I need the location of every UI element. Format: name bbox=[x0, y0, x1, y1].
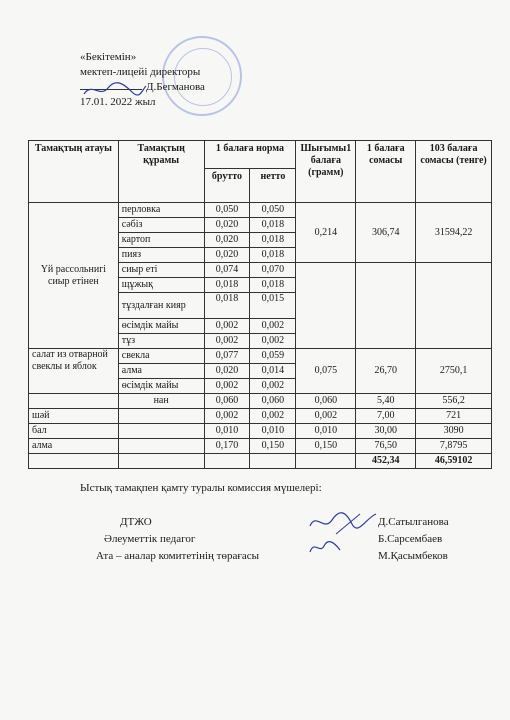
row-output: 0,060 bbox=[296, 394, 356, 409]
header-composition: Тамақтың құрамы bbox=[118, 141, 204, 203]
row-cost-one: 30,00 bbox=[356, 424, 416, 439]
item-netto: 0,070 bbox=[250, 263, 296, 278]
item-brutto: 0,020 bbox=[204, 233, 250, 248]
empty-cell bbox=[118, 454, 204, 469]
empty-cell bbox=[296, 263, 356, 349]
row-cost-one: 5,40 bbox=[356, 394, 416, 409]
item-name: тұз bbox=[118, 334, 204, 349]
header-norm: 1 балаға норма bbox=[204, 141, 296, 169]
member-role: Әлеуметтік педагог bbox=[104, 533, 196, 545]
row-cost-one: 76,50 bbox=[356, 439, 416, 454]
total-cost-total: 46,59102 bbox=[416, 454, 492, 469]
item-brutto: 0,020 bbox=[204, 218, 250, 233]
empty-cell bbox=[296, 454, 356, 469]
item-brutto: 0,050 bbox=[204, 203, 250, 218]
item-netto: 0,002 bbox=[250, 379, 296, 394]
table-row bbox=[29, 349, 492, 364]
row-cost-total: 721 bbox=[416, 409, 492, 424]
row-dish: бал bbox=[29, 424, 119, 439]
row-dish bbox=[29, 394, 119, 409]
total-row bbox=[29, 454, 492, 469]
total-cost-one: 452,34 bbox=[356, 454, 416, 469]
header-row bbox=[29, 141, 492, 169]
row-netto: 0,010 bbox=[250, 424, 296, 439]
item-brutto: 0,018 bbox=[204, 293, 250, 319]
approval-date: 17.01. 2022 жыл bbox=[80, 96, 156, 108]
item-netto: 0,015 bbox=[250, 293, 296, 319]
row-item bbox=[118, 409, 204, 424]
row-cost-total: 556,2 bbox=[416, 394, 492, 409]
row-dish: шәй bbox=[29, 409, 119, 424]
dish1-output: 0,214 bbox=[296, 203, 356, 263]
member-name: Д.Сатылганова bbox=[378, 516, 449, 528]
director-signature bbox=[80, 78, 150, 102]
row-cost-total: 7,8795 bbox=[416, 439, 492, 454]
item-netto: 0,018 bbox=[250, 218, 296, 233]
item-netto: 0,014 bbox=[250, 364, 296, 379]
dish1-cost-total: 31594,22 bbox=[416, 203, 492, 263]
header-dish-name: Тамақтың атауы bbox=[29, 141, 119, 203]
member-name: Б.Сарсембаев bbox=[378, 533, 443, 545]
empty-cell bbox=[29, 454, 119, 469]
dish2-output: 0,075 bbox=[296, 349, 356, 394]
member-role: ДТЖО bbox=[120, 516, 152, 528]
empty-cell bbox=[416, 263, 492, 349]
approval-title: «Бекітемін» bbox=[80, 51, 137, 63]
row-dish: алма bbox=[29, 439, 119, 454]
header-cost-one: 1 балаға сомасы bbox=[356, 141, 416, 203]
item-brutto: 0,002 bbox=[204, 334, 250, 349]
row-brutto: 0,060 bbox=[204, 394, 250, 409]
row-netto: 0,002 bbox=[250, 409, 296, 424]
table-row bbox=[29, 424, 492, 439]
member-name: М.Қасымбеков bbox=[378, 550, 448, 562]
commission-title: Ыстық тамақпен қамту туралы комиссия мүшелері: bbox=[80, 482, 322, 494]
empty-cell bbox=[204, 454, 250, 469]
item-name: перловка bbox=[118, 203, 204, 218]
item-brutto: 0,077 bbox=[204, 349, 250, 364]
item-name: өсімдік майы bbox=[118, 379, 204, 394]
item-brutto: 0,018 bbox=[204, 278, 250, 293]
header-brutto: брутто bbox=[204, 169, 250, 203]
row-output: 0,010 bbox=[296, 424, 356, 439]
dish2-cost-one: 26,70 bbox=[356, 349, 416, 394]
row-brutto: 0,002 bbox=[204, 409, 250, 424]
row-netto: 0,060 bbox=[250, 394, 296, 409]
header-cost-total: 103 балаға сомасы (тенге) bbox=[416, 141, 492, 203]
commission-signature bbox=[306, 508, 382, 538]
member-role: Ата – аналар комитетінің төрағасы bbox=[96, 550, 260, 562]
row-output: 0,002 bbox=[296, 409, 356, 424]
item-brutto: 0,020 bbox=[204, 248, 250, 263]
row-item bbox=[118, 424, 204, 439]
table-row bbox=[29, 409, 492, 424]
item-name: щұжық bbox=[118, 278, 204, 293]
row-netto: 0,150 bbox=[250, 439, 296, 454]
dish1-cost-one: 306,74 bbox=[356, 203, 416, 263]
commission-signature bbox=[306, 536, 346, 558]
row-item bbox=[118, 439, 204, 454]
row-brutto: 0,170 bbox=[204, 439, 250, 454]
empty-cell bbox=[250, 454, 296, 469]
row-item: нан bbox=[118, 394, 204, 409]
item-name: картоп bbox=[118, 233, 204, 248]
row-brutto: 0,010 bbox=[204, 424, 250, 439]
item-brutto: 0,074 bbox=[204, 263, 250, 278]
row-cost-one: 7,00 bbox=[356, 409, 416, 424]
item-brutto: 0,002 bbox=[204, 319, 250, 334]
item-netto: 0,018 bbox=[250, 248, 296, 263]
item-name: сәбіз bbox=[118, 218, 204, 233]
item-netto: 0,018 bbox=[250, 233, 296, 248]
item-name: өсімдік майы bbox=[118, 319, 204, 334]
item-name: алма bbox=[118, 364, 204, 379]
director-name: Д.Бегманова bbox=[146, 81, 205, 93]
row-cost-total: 3090 bbox=[416, 424, 492, 439]
item-netto: 0,050 bbox=[250, 203, 296, 218]
item-name: свекла bbox=[118, 349, 204, 364]
dish2-cost-total: 2750,1 bbox=[416, 349, 492, 394]
item-brutto: 0,002 bbox=[204, 379, 250, 394]
approval-position: мектеп-лицейі директоры bbox=[80, 66, 201, 78]
item-netto: 0,002 bbox=[250, 334, 296, 349]
row-output: 0,150 bbox=[296, 439, 356, 454]
dish1-name: Үй рассольнигі сиыр етінен bbox=[29, 203, 119, 349]
header-netto: нетто bbox=[250, 169, 296, 203]
item-netto: 0,018 bbox=[250, 278, 296, 293]
menu-table bbox=[28, 140, 492, 469]
dish2-name: салат из отварной свеклы и яблок bbox=[29, 349, 119, 394]
item-name: тұздалған кияр bbox=[118, 293, 204, 319]
empty-cell bbox=[356, 263, 416, 349]
item-brutto: 0,020 bbox=[204, 364, 250, 379]
item-netto: 0,002 bbox=[250, 319, 296, 334]
table-row bbox=[29, 394, 492, 409]
item-netto: 0,059 bbox=[250, 349, 296, 364]
header-output: Шығымы1 балаға (грамм) bbox=[296, 141, 356, 203]
item-name: сиыр еті bbox=[118, 263, 204, 278]
table-row bbox=[29, 203, 492, 218]
item-name: пияз bbox=[118, 248, 204, 263]
table-row bbox=[29, 439, 492, 454]
